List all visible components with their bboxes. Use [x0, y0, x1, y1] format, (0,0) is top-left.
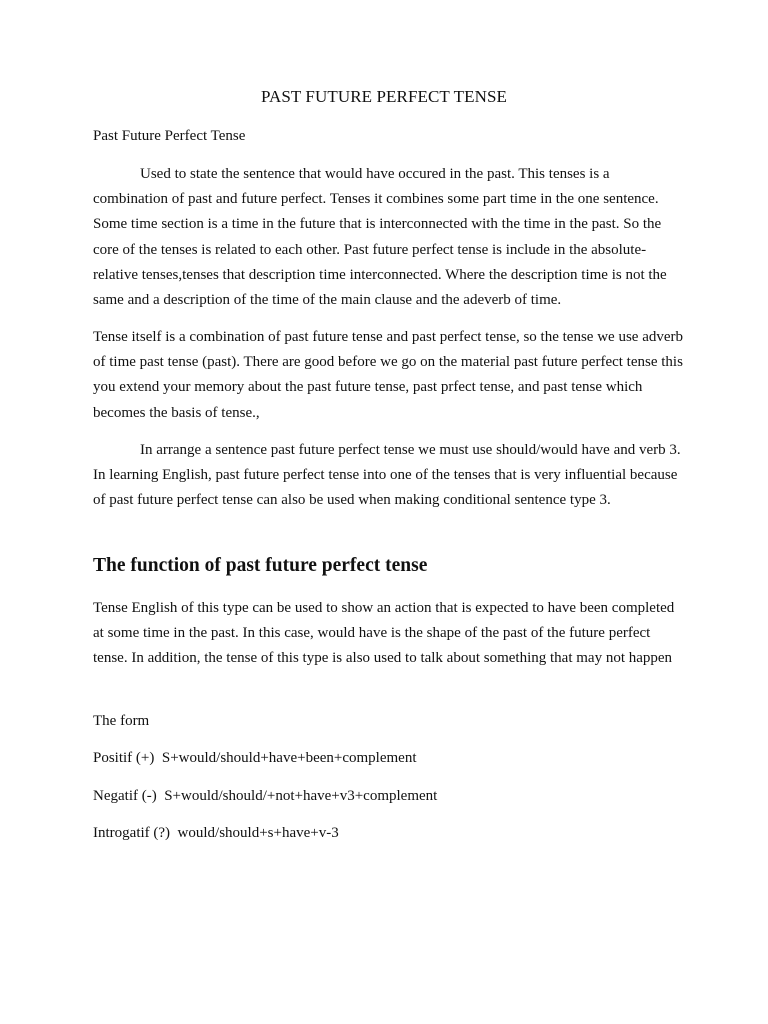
document-subtitle: Past Future Perfect Tense — [93, 128, 246, 144]
paragraph-arrangement: In arrange a sentence past future perfect tense we must use should/would have and verb 3. In learning English, past future perfect tense into one of the tenses that is very influential because of past future perfect tense can also be used when making conditional sentence type 3. — [93, 442, 681, 509]
form-label: The form — [93, 713, 150, 729]
form-negative: Negatif (-) S+would/should/+not+have+v3+complement — [93, 788, 438, 804]
document-title: PAST FUTURE PERFECT TENSE — [260, 87, 508, 106]
paragraph-definition: Used to state the sentence that would have occured in the past. This tenses is a combination of past and future perfect. Tenses it combines some part time in the one sentence. Some time section is a time in the future that is interconnected with the time in the past. So the core of the tenses is related to each other. Past future perfect tense is include in the absolute-relative tenses,tenses that description time interconnected. Where the description time is not the same and a description of the time of the main clause and the adeverb of time. — [93, 166, 667, 309]
section-heading-function: The function of past future perfect tense — [93, 555, 428, 576]
form-positive: Positif (+) S+would/should+have+been+complement — [93, 750, 417, 766]
paragraph-function: Tense English of this type can be used to show an action that is expected to have been completed at some time in the past. In this case, would have is the shape of the past of the future perfect tense. In addition, the tense of this type is also used to talk about something that may not happen — [93, 600, 675, 667]
paragraph-combination: Tense itself is a combination of past future tense and past perfect tense, so the tense we use adverb of time past tense (past). There are good before we go on the material past future perfect tense this you extend your memory about the past future tense, past prfect tense, and past tense which becomes the basis of tense., — [93, 329, 684, 421]
form-interrogative: Introgatif (?) would/should+s+have+v-3 — [93, 825, 339, 841]
